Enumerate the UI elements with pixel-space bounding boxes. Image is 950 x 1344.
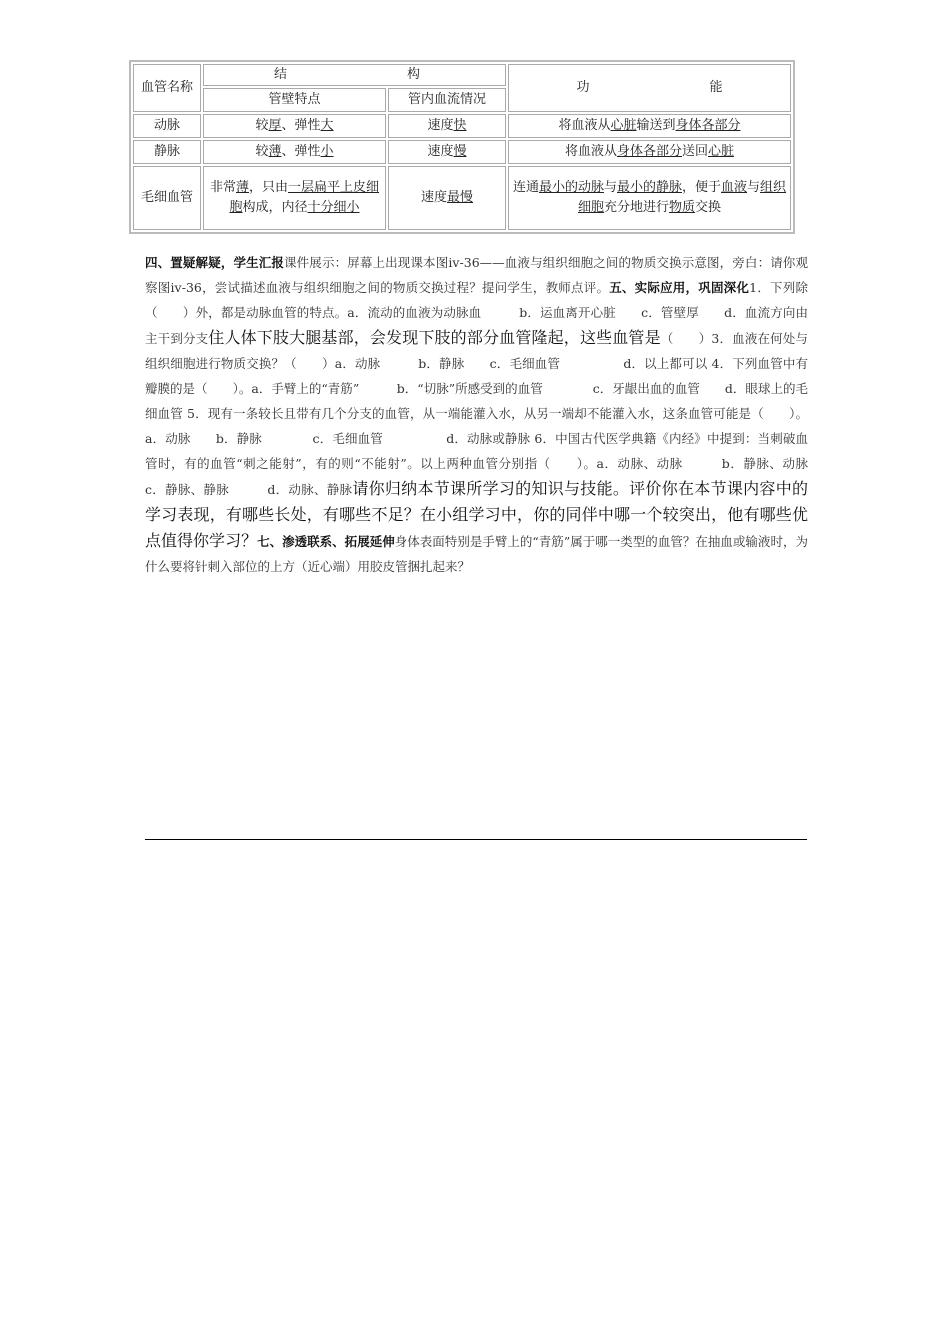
question-2-fragment: 住人体下肢大腿基部，会发现下肢的部分血管隆起，这些血管是: [208, 328, 661, 347]
row-wall: 较薄、弹性小: [203, 140, 386, 164]
row-flow: 速度慢: [388, 140, 506, 164]
row-flow: 速度快: [388, 114, 506, 138]
questions-3-6: （ ）3．血液在何处与组织细胞进行物质交换？（ ）a．动脉 b．静脉 c．毛细血管 d．以上都可以 4．下列血管中有瓣膜的是（ ）。a．手臂上的“青筋” b．“切脉”所感受到的血管 c．牙龈出血的血管 d．眼球上的毛细血管 5．现有一条较长且带有几个分支的血管，从一端能灌入水，从另一端却不能灌入水，这条血管可能是（ ）。a．动脉 b．静脉 c．毛细血管 d．动脉或静脉 6．中国古代医学典籍《内经》中提到：当刺破血管时，有的血管“刺之能射”，有的则“不能射”。以上两种血管分别指（ ）。a．动脉、动脉 b．静脉、动脉 c．静脉、静脉 d．动脉、静脉: [145, 331, 834, 497]
row-wall: 非常薄，只由一层扁平上皮细胞构成，内径十分细小: [203, 166, 386, 230]
footer-rule: [145, 839, 807, 840]
header-flow: 管内血流情况: [388, 88, 506, 112]
blood-vessel-table: [129, 60, 795, 234]
section-4-title: 四、置疑解疑，学生汇报: [145, 255, 285, 270]
table-row: [133, 114, 791, 138]
section-5-title: 五、实际应用，巩固深化: [609, 280, 750, 295]
header-structure: 结 构: [203, 64, 506, 86]
row-flow: 速度最慢: [388, 166, 506, 230]
table-row: [133, 166, 791, 230]
row-function: 将血液从身体各部分送回心脏: [508, 140, 791, 164]
row-wall: 较厚、弹性大: [203, 114, 386, 138]
row-name: 动脉: [133, 114, 201, 138]
header-function: 功 能: [508, 64, 791, 112]
row-function: 连通最小的动脉与最小的静脉，便于血液与组织细胞充分地进行物质交换: [508, 166, 791, 230]
section-7-title: 七、渗透联系、拓展延伸: [257, 534, 395, 549]
header-vessel-name: 血管名称: [133, 64, 201, 112]
question-1: 1．下列除（ ）外，都是动脉血管的特点。a．流动的血液为动脉血 b．运血离开心脏 c．管壁厚 d．血流方向由主干到分支: [145, 280, 808, 346]
table-row: [133, 140, 791, 164]
row-name: 静脉: [133, 140, 201, 164]
row-name: 毛细血管: [133, 166, 201, 230]
row-function: 将血液从心脏输送到身体各部分: [508, 114, 791, 138]
lesson-body-text: [145, 250, 834, 579]
section-6-reflection: 请你归纳本节课所学习的知识与技能。评价你在本节课内容中的学习表现，有哪些长处，有哪些不足？在小组学习中，你的同伴中哪一个较突出，他有哪些优点值得你学习？: [145, 479, 808, 550]
section-7-body: 身体表面特别是手臂上的“青筋”属于哪一类型的血管？在抽血或输液时，为什么要将针刺入部位的上方（近心端）用胶皮管捆扎起来？: [145, 534, 808, 574]
header-wall: 管壁特点: [203, 88, 386, 112]
section-4-body: 课件展示：屏幕上出现课本图ⅳ-36——血液与组织细胞之间的物质交换示意图，旁白：请你观察图ⅳ-36，尝试描述血液与组织细胞之间的物质交换过程？提问学生，教师点评。: [145, 255, 808, 295]
